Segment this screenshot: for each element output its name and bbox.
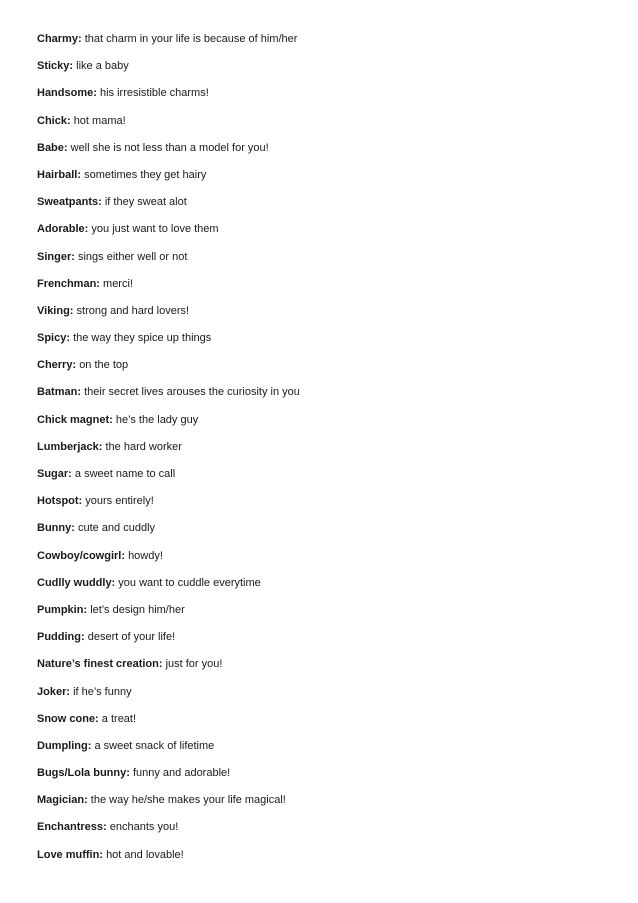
entry-definition: hot and lovable! xyxy=(106,848,184,861)
list-item xyxy=(37,602,617,629)
entry-definition: a sweet name to call xyxy=(74,468,176,480)
entry-term: Bugs/Lola bunny: xyxy=(37,767,130,780)
list-item xyxy=(37,575,617,602)
entry-definition: if they sweat alot xyxy=(104,196,187,209)
entry-definition: yours entirely! xyxy=(85,495,154,508)
list-item xyxy=(37,249,617,276)
list-item xyxy=(37,439,617,466)
entry-definition: on the top xyxy=(79,359,129,372)
entry-definition: a treat! xyxy=(101,712,137,725)
entry-term: Babe: xyxy=(37,141,68,154)
entry-term: Snow cone: xyxy=(37,712,99,725)
list-item xyxy=(37,792,617,819)
entry-term: Pumpkin: xyxy=(37,603,88,616)
list-item xyxy=(37,303,617,330)
list-item xyxy=(37,738,617,765)
list-item xyxy=(37,384,617,411)
list-item xyxy=(37,656,617,683)
list-item xyxy=(37,167,617,194)
entry-definition: desert of your life! xyxy=(87,631,176,644)
entry-term: Magician: xyxy=(37,794,88,807)
entry-definition: strong and hard lovers! xyxy=(76,304,190,317)
entry-definition: that charm in your life is because of him/her xyxy=(84,33,298,45)
list-item xyxy=(37,113,617,140)
entry-term: Sticky: xyxy=(37,60,74,73)
entry-definition: cute and cuddly xyxy=(77,522,156,535)
list-item xyxy=(37,629,617,656)
list-item xyxy=(37,357,617,384)
entry-definition: their secret lives arouses the curiosity in you xyxy=(84,386,300,399)
entry-term: Hotspot: xyxy=(37,495,83,508)
entry-term: Sweatpants: xyxy=(37,196,102,209)
list-item xyxy=(37,31,617,58)
entry-definition: you just want to love them xyxy=(91,223,219,236)
entry-term: Chick: xyxy=(37,114,71,127)
list-item xyxy=(37,194,617,221)
entry-term: Viking: xyxy=(37,304,74,317)
entry-term: Lumberjack: xyxy=(37,440,103,453)
list-item xyxy=(37,847,617,874)
entry-definition: howdy! xyxy=(128,549,163,562)
entry-definition: funny and adorable! xyxy=(132,767,231,780)
entry-definition: he’s the lady guy xyxy=(115,413,199,426)
entry-term: Spicy: xyxy=(37,332,71,345)
entry-definition: well she is not less than a model for you! xyxy=(70,141,269,154)
entry-term: Nature’s finest creation: xyxy=(37,658,163,671)
list-item xyxy=(37,221,617,248)
entry-definition: the way he/she makes your life magical! xyxy=(90,794,286,807)
list-item xyxy=(37,684,617,711)
entry-term: Handsome: xyxy=(37,87,97,100)
entry-term: Cowboy/cowgirl: xyxy=(37,549,125,562)
entry-term: Love muffin: xyxy=(37,848,103,861)
entry-term: Cudlly wuddly: xyxy=(37,576,116,589)
entry-term: Pudding: xyxy=(37,631,85,644)
entry-term: Joker: xyxy=(37,685,71,698)
entry-definition: just for you! xyxy=(165,658,223,671)
entry-term: Hairball: xyxy=(37,168,82,181)
entry-definition: merci! xyxy=(103,277,133,290)
list-item xyxy=(37,711,617,738)
list-item xyxy=(37,58,617,85)
entry-term: Cherry: xyxy=(37,359,77,372)
list-item xyxy=(37,140,617,167)
entry-term: Sugar: xyxy=(37,468,72,480)
entry-definition: a sweet snack of lifetime xyxy=(94,739,215,752)
entry-definition: the way they spice up things xyxy=(73,332,212,345)
list-item xyxy=(37,85,617,112)
entry-definition: you want to cuddle everytime xyxy=(118,576,261,589)
nickname-list xyxy=(37,31,617,874)
entry-definition: sometimes they get hairy xyxy=(84,168,207,181)
entry-definition: like a baby xyxy=(76,60,129,73)
entry-definition: his irresistible charms! xyxy=(99,87,209,100)
entry-term: Enchantress: xyxy=(37,821,107,834)
entry-term: Bunny: xyxy=(37,522,75,535)
entry-definition: enchants you! xyxy=(109,821,179,834)
entry-term: Frenchman: xyxy=(37,277,100,290)
entry-definition: the hard worker xyxy=(105,440,182,453)
entry-term: Adorable: xyxy=(37,223,89,236)
entry-term: Chick magnet: xyxy=(37,413,113,426)
list-item xyxy=(37,493,617,520)
list-item xyxy=(37,819,617,846)
list-item xyxy=(37,330,617,357)
entry-term: Dumpling: xyxy=(37,739,92,752)
list-item xyxy=(37,276,617,303)
list-item xyxy=(37,520,617,547)
entry-definition: sings either well or not xyxy=(77,250,188,263)
entry-definition: hot mama! xyxy=(73,114,126,127)
entry-term: Singer: xyxy=(37,250,75,263)
entry-definition: let’s design him/her xyxy=(90,603,185,616)
list-item xyxy=(37,765,617,792)
entry-term: Batman: xyxy=(37,386,82,399)
list-item xyxy=(37,412,617,439)
entry-definition: if he’s funny xyxy=(73,685,132,698)
list-item xyxy=(37,548,617,575)
entry-term: Charmy: xyxy=(37,33,82,45)
list-item xyxy=(37,466,617,493)
